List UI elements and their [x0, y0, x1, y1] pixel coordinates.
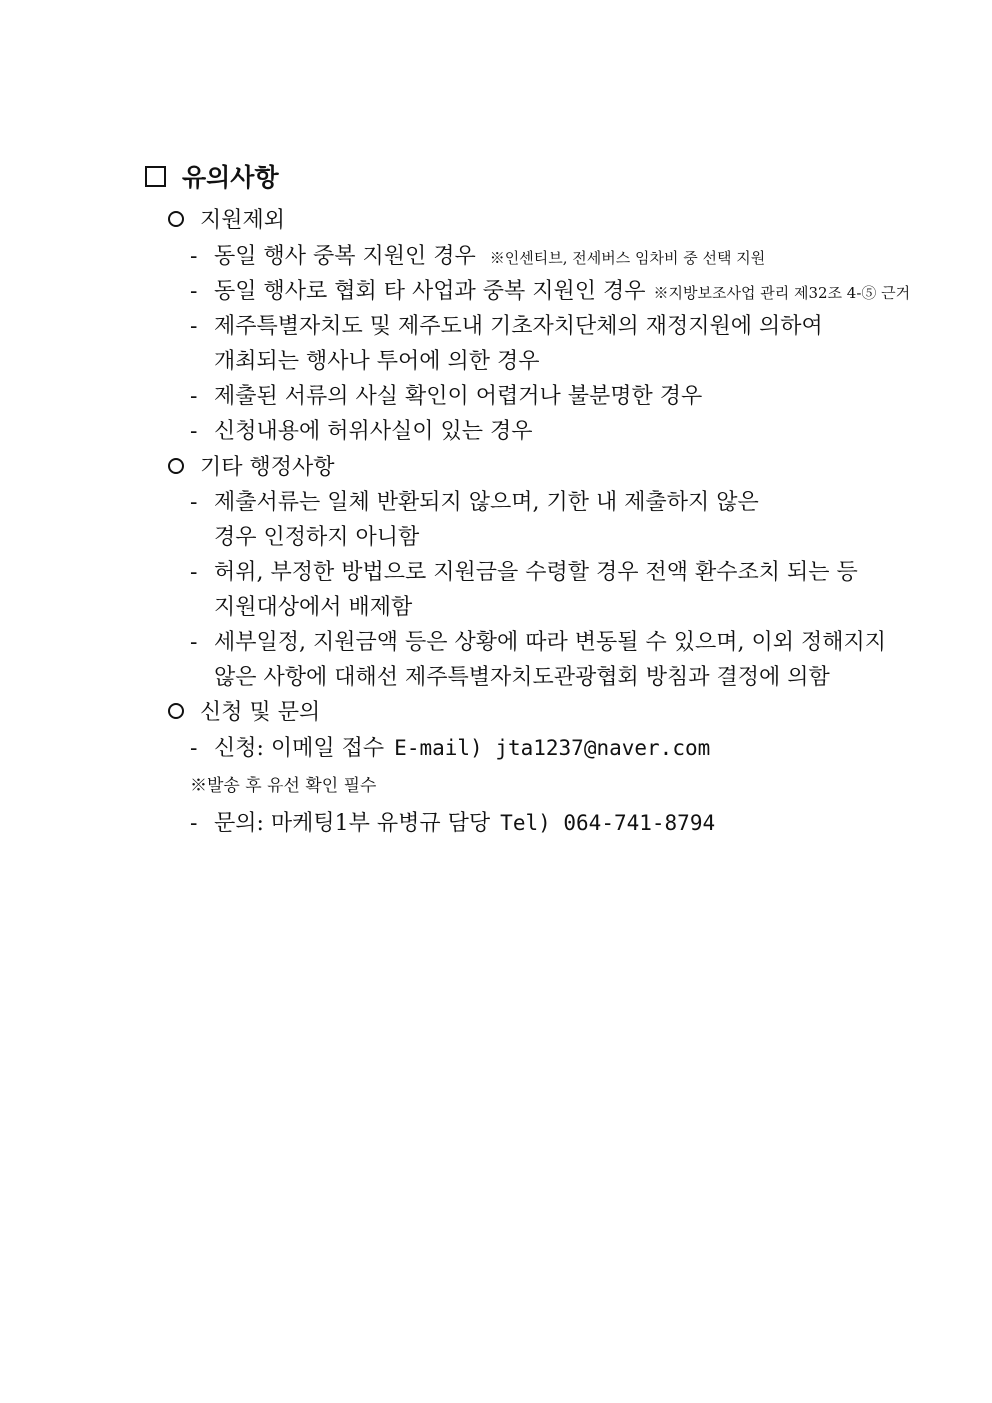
checkbox-square-icon — [145, 166, 166, 187]
list-item: - 신청내용에 허위사실이 있는 경우 — [190, 414, 533, 445]
inquiry-label: 문의: 마케팅1부 유병규 담당 — [214, 811, 491, 836]
circle-bullet-icon — [168, 703, 184, 719]
item-continuation: 개최되는 행사나 투어에 의한 경우 — [214, 349, 540, 374]
item-text: 동일 행사 중복 지원인 경우 — [214, 244, 476, 269]
item-text: 세부일정, 지원금액 등은 상황에 따라 변동될 수 있으며, 이외 정해지지 — [214, 630, 886, 655]
list-item: - 제주특별자치도 및 제주도내 기초자치단체의 재정지원에 의하여 — [190, 309, 823, 340]
item-continuation: 경우 인정하지 아니함 — [214, 525, 420, 550]
section-title-admin — [168, 450, 335, 481]
apply-label: 신청: 이메일 접수 — [214, 736, 385, 761]
item-text: 제출서류는 일체 반환되지 않으며, 기한 내 제출하지 않은 — [214, 490, 759, 515]
list-item: - 동일 행사로 협회 타 사업과 중복 지원인 경우 ※지방보조사업 관리 제32조 4-⑤ 근거 — [190, 274, 910, 305]
list-item: - 세부일정, 지원금액 등은 상황에 따라 변동될 수 있으며, 이외 정해지지 — [190, 625, 886, 656]
item-note: ※지방보조사업 관리 제32조 4-⑤ 근거 — [653, 284, 911, 302]
circle-bullet-icon — [168, 458, 184, 474]
list-item: - 제출된 서류의 사실 확인이 어렵거나 불분명한 경우 — [190, 379, 702, 410]
section-title-text: 신청 및 문의 — [200, 700, 321, 725]
section-heading — [145, 158, 279, 194]
list-item-apply: - 신청: 이메일 접수 E-mail) jta1237@naver.com — [190, 731, 710, 762]
phone-number: Tel) 064-741-8794 — [500, 811, 716, 835]
list-item-inquiry: - 문의: 마케팅1부 유병규 담당 Tel) 064-741-8794 — [190, 806, 715, 837]
confirm-note: ※발송 후 유선 확인 필수 — [190, 776, 377, 796]
circle-bullet-icon — [168, 211, 184, 227]
item-continuation: 않은 사항에 대해선 제주특별자치도관광협회 방침과 결정에 의함 — [214, 665, 830, 690]
section-title-contact — [168, 695, 320, 726]
item-text: 제출된 서류의 사실 확인이 어렵거나 불분명한 경우 — [214, 384, 703, 409]
item-text: 허위, 부정한 방법으로 지원금을 수령할 경우 전액 환수조치 되는 등 — [214, 560, 858, 585]
list-item: - 동일 행사 중복 지원인 경우 ※인센티브, 전세버스 임차비 중 선택 지원 — [190, 239, 765, 270]
section-title-text: 지원제외 — [200, 208, 286, 233]
item-continuation: 지원대상에서 배제함 — [214, 595, 413, 620]
item-text: 신청내용에 허위사실이 있는 경우 — [214, 419, 533, 444]
item-note: ※인센티브, 전세버스 임차비 중 선택 지원 — [489, 249, 766, 267]
heading-text: 유의사항 — [182, 163, 279, 192]
list-item: - 허위, 부정한 방법으로 지원금을 수령할 경우 전액 환수조치 되는 등 — [190, 555, 858, 586]
section-title-exclusions — [168, 203, 285, 234]
list-item: - 제출서류는 일체 반환되지 않으며, 기한 내 제출하지 않은 — [190, 485, 759, 516]
item-text: 동일 행사로 협회 타 사업과 중복 지원인 경우 — [214, 279, 646, 304]
email-link[interactable]: E-mail) jta1237@naver.com — [394, 736, 711, 760]
item-text: 제주특별자치도 및 제주도내 기초자치단체의 재정지원에 의하여 — [214, 314, 823, 339]
section-title-text: 기타 행정사항 — [200, 455, 335, 480]
